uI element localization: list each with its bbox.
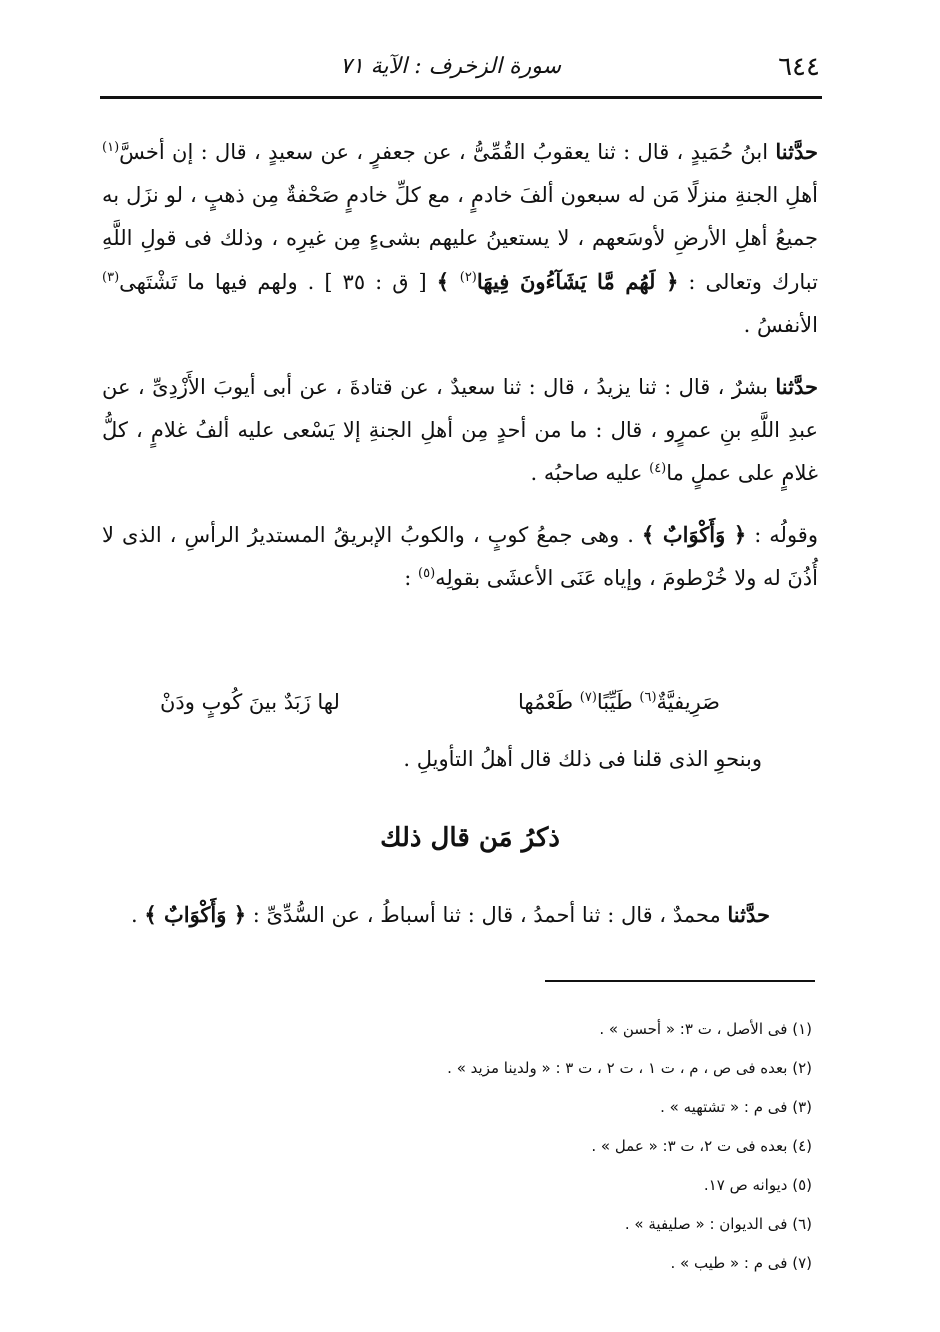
footnote-marker: (٦) (639, 690, 657, 705)
quran-quote: ﴾ (436, 269, 460, 294)
footnotes (102, 1010, 812, 1283)
text-run: : (404, 566, 419, 590)
paragraph-lead-word: حدَّثنا (775, 139, 818, 164)
footnote-marker: (١) (102, 140, 120, 155)
section-heading: ذكرُ مَن قال ذلك (380, 823, 560, 853)
main-text (102, 130, 818, 618)
footnote: (١) فى الأصل ، ت ٣: « أحسن » . (599, 1020, 812, 1038)
footnote: (٦) فى الديوان : « صليفية » . (624, 1215, 812, 1233)
paragraph (102, 130, 818, 347)
quran-quote: ﴿ وَأَكْوَابٌ ﴾ (641, 522, 747, 547)
quran-quote: ﴿ وَأَكْوَابٌ ﴾ (144, 902, 247, 927)
text-run: الأنفسُ . (743, 313, 818, 337)
text-run: وقولُه : (746, 523, 818, 547)
text-run: [ ق : ٣٥ ] . ولهم فيها ما تَشْتَهى (119, 270, 437, 294)
footnote: (٣) فى م : « تشتهيه » . (660, 1098, 812, 1116)
header-rule (100, 96, 822, 99)
footnote-marker: (٢) (459, 270, 477, 285)
footnote-marker: (٧) (579, 690, 597, 705)
text-run: عليه صاحبُه . (530, 461, 650, 485)
verse-second-hemistich: لها زَبَدٌ بينَ كُوبٍ ودَنْ (160, 690, 340, 714)
paragraph-after-verse: وبنحوِ الذى قلنا فى ذلك قال أهلُ التأويلِ . (403, 747, 762, 771)
quran-quote: ﴿ لَهُم مَّا يَشَآءُونَ فِيهَا (476, 269, 679, 294)
footnote-rule (545, 980, 815, 982)
paragraph (102, 513, 818, 600)
text-run: بشرٌ ، قال : ثنا يزيدُ ، قال : ثنا سعيدٌ ، عن قتادةَ ، عن أبى أيوبَ الأَزْدِىِّ ، عن عبدِ اللَّهِ بنِ عمرٍو ، قال : ما من أحدٍ مِن أهلِ الجنةِ إلا يَسْعى عليه ألفُ غلامٍ ، كلُّ غلامٍ على عملٍ ما (102, 375, 818, 485)
text-run: . وهى جمعُ كوبٍ ، والكوبُ الإبريقُ المستديرُ الرأسِ ، الذى لا أُذُنَ له ولا خُرْطومَ ، وإياه عَنَى الأعشَى بقولِه (102, 523, 818, 590)
footnote-marker: (٥) (418, 566, 436, 581)
verse-first-hemistich: صَرِيفيَّةٌ$^{(٦)}$ طَيِّبًا$^{(٧)}$ طَعْمُها (517, 690, 720, 714)
page-number: ٦٤٤ (778, 52, 820, 82)
footnote-marker: (٣) (102, 270, 120, 285)
footnote: (٥) ديوانه ص ١٧. (703, 1176, 812, 1194)
paragraph-last: حدَّثنا محمدٌ ، قال : ثنا أحمدُ ، قال : ثنا أسباطُ ، عن السُّدِّىِّ : ﴿ وَأَكْوَابٌ ﴾ . (130, 902, 770, 927)
running-head (100, 52, 820, 92)
footnote-marker: (٤) (649, 461, 667, 476)
paragraph-lead-word: حدَّثنا (727, 902, 770, 927)
footnote: (٧) فى م : « طيب » . (670, 1254, 812, 1272)
footnote: (٢) بعده فى ص ، م ، ت ١ ، ت ٢ ، ت ٣ : « ولدينا مزيد » . (447, 1059, 812, 1077)
paragraph (102, 365, 818, 495)
text-run: ابنُ حُمَيدٍ ، قال : ثنا يعقوبُ القُمِّىُّ ، عن جعفرٍ ، عن سعيدٍ ، قال : إن أخسَّ (119, 140, 776, 164)
chapter-reference: سورة الزخرف : الآية ٧١ (340, 54, 562, 79)
footnote: (٤) بعده فى ت ٢، ت ٣: « عمل » . (591, 1137, 812, 1155)
text-run: أهلِ الجنةِ منزلًا مَن له سبعون ألفَ خادمٍ ، مع كلِّ خادمٍ صَحْفةٌ مِن ذهبٍ ، لو نزَل به جميعُ أهلِ الأرضِ لأوسَعهم ، لا يستعينُ عليهم بشىءٍ مِن غيرِه ، وذلك فى قولِ اللَّهِ تبارك وتعالى : (102, 183, 818, 294)
paragraph-lead-word: حدَّثنا (775, 374, 818, 399)
poetry-verse (160, 690, 720, 714)
